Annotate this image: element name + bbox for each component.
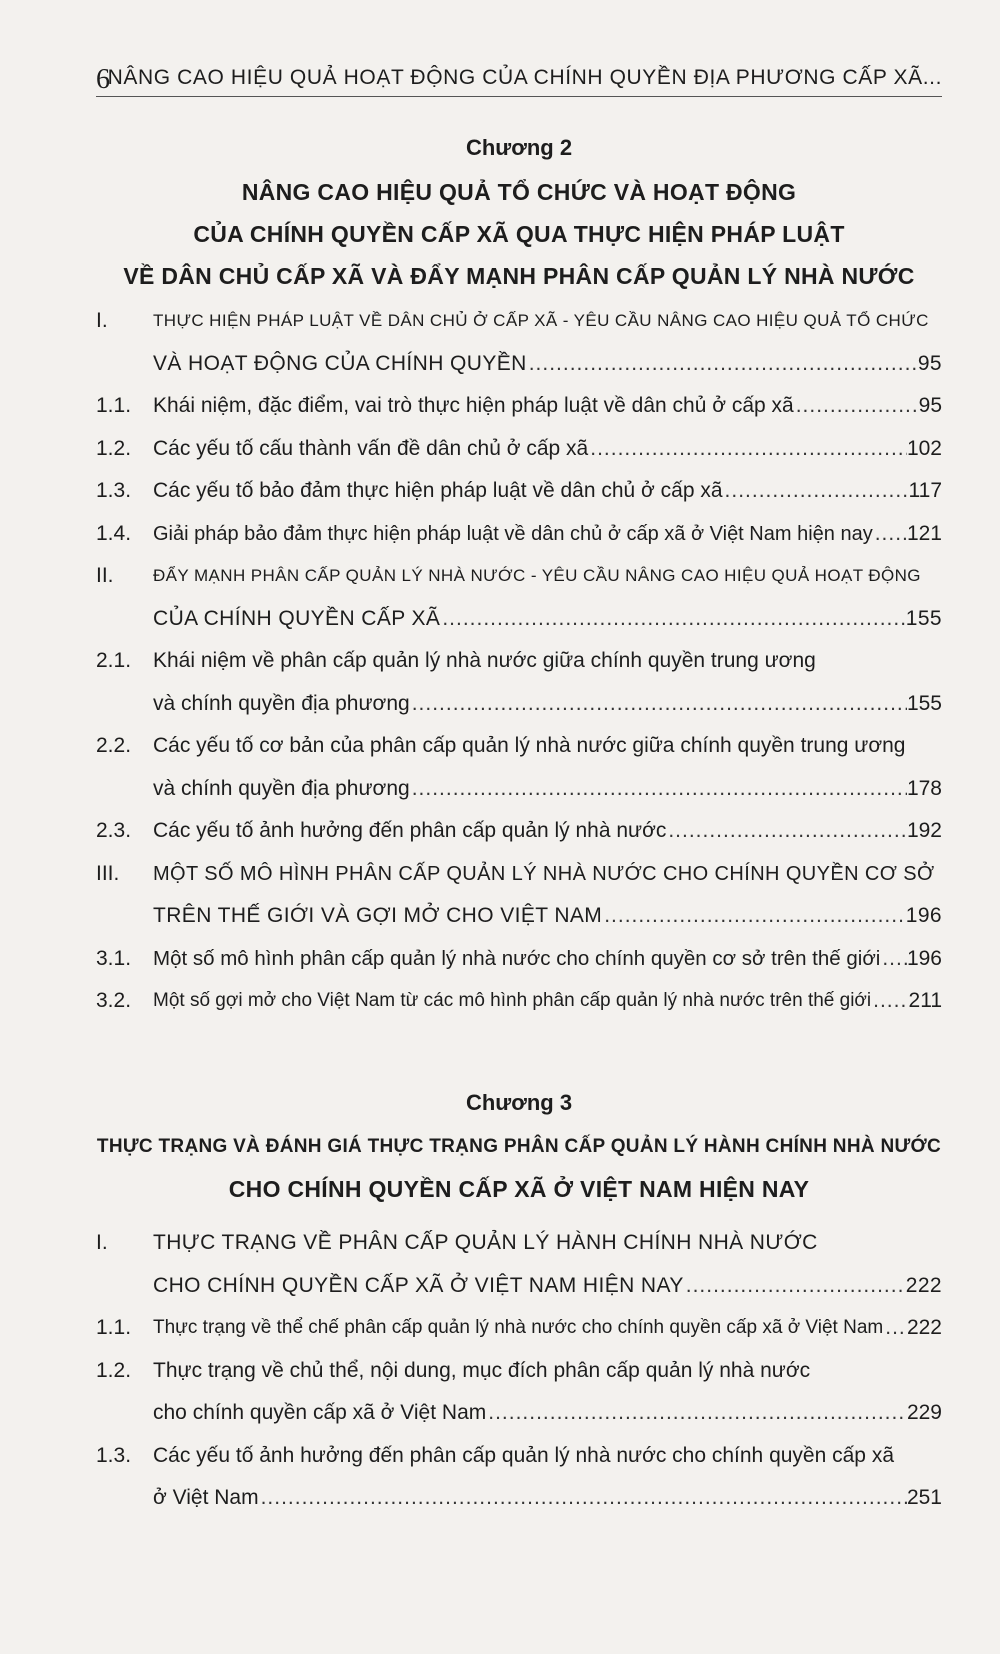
- chapter-2-heading: [96, 133, 942, 297]
- toc-entry-number: 1.3.: [96, 479, 132, 502]
- leader-dots: [259, 1477, 907, 1519]
- toc-entry-title: THỰC HIỆN PHÁP LUẬT VỀ DÂN CHỦ Ở CẤP XÃ - YÊU CẦU NÂNG CAO HIỆU QUẢ TỔ CHỨC: [153, 311, 929, 330]
- toc-entry-number: 1.2.: [96, 1358, 132, 1382]
- toc-entry-title: Giải pháp bảo đảm thực hiện pháp luật về dân chủ ở cấp xã ở Việt Nam hiện nay: [153, 522, 873, 545]
- leader-dots: [588, 428, 907, 470]
- toc-entry-title: cho chính quyền cấp xã ở Việt Nam: [153, 1401, 487, 1424]
- toc-entry-title: Các yếu tố cơ bản của phân cấp quản lý nhà nước giữa chính quyền trung ương: [153, 734, 906, 757]
- toc-entry[interactable]: [96, 300, 942, 343]
- leader-dots: [440, 598, 905, 640]
- toc-entry-continuation[interactable]: [96, 1265, 942, 1308]
- toc-entry-number: 1.3.: [96, 1443, 132, 1467]
- toc-entry[interactable]: [96, 555, 942, 598]
- toc-page-number: 211: [908, 989, 942, 1012]
- chapter-3-toc: [96, 1222, 942, 1520]
- toc-page-number: 196: [905, 904, 942, 927]
- toc-entry[interactable]: [96, 1222, 942, 1265]
- toc-entry-title: và chính quyền địa phương: [153, 691, 410, 715]
- toc-entry-number: 3.1.: [96, 946, 132, 970]
- toc-entry-title: Thực trạng về chủ thể, nội dung, mục đích phân cấp quản lý nhà nước: [153, 1358, 811, 1382]
- toc-entry[interactable]: [96, 1307, 942, 1350]
- toc-entry-title: ĐẨY MẠNH PHÂN CẤP QUẢN LÝ NHÀ NƯỚC - YÊU CẦU NÂNG CAO HIỆU QUẢ HOẠT ĐỘNG: [153, 566, 921, 585]
- toc-page-number: 155: [906, 691, 942, 715]
- leader-dots: [684, 1265, 906, 1307]
- toc-page-number: 102: [906, 436, 942, 460]
- toc-entry-number: 1.4.: [96, 521, 132, 545]
- leader-dots: [794, 385, 919, 427]
- leader-dots: [410, 768, 907, 810]
- toc-entry[interactable]: [96, 470, 942, 513]
- toc-page-number: 229: [906, 1401, 942, 1424]
- toc-page-number: 222: [906, 1316, 942, 1339]
- toc-entry[interactable]: [96, 725, 942, 768]
- toc-entry-number: III.: [96, 861, 120, 885]
- toc-entry-title: MỘT SỐ MÔ HÌNH PHÂN CẤP QUẢN LÝ NHÀ NƯỚC CHO CHÍNH QUYỀN CƠ SỞ: [153, 862, 935, 885]
- toc-entry[interactable]: [96, 1435, 942, 1478]
- toc-entry-continuation[interactable]: [96, 683, 942, 726]
- chapter-title-line: VỀ DÂN CHỦ CẤP XÃ VÀ ĐẨY MẠNH PHÂN CẤP QUẢN LÝ NHÀ NƯỚC: [123, 263, 915, 289]
- chapter-title-line: CHO CHÍNH QUYỀN CẤP XÃ Ở VIỆT NAM HIỆN NAY: [228, 1176, 810, 1202]
- toc-entry-number: I.: [96, 1231, 108, 1254]
- toc-page-number: 95: [918, 394, 942, 417]
- page-number: 6: [96, 64, 111, 95]
- leader-dots: [527, 343, 918, 385]
- toc-entry-title: ở Việt Nam: [153, 1486, 259, 1509]
- toc-page-number: 192: [906, 819, 942, 842]
- running-header: [96, 62, 942, 97]
- leader-dots: [486, 1392, 907, 1434]
- toc-page-number: 178: [906, 776, 942, 800]
- leader-dots: [871, 980, 908, 1022]
- toc-entry[interactable]: [96, 980, 942, 1023]
- chapter-title-line: CỦA CHÍNH QUYỀN CẤP XÃ QUA THỰC HIỆN PHÁP LUẬT: [193, 221, 845, 247]
- toc-entry-title: Các yếu tố cấu thành vấn đề dân chủ ở cấp xã: [153, 436, 589, 460]
- toc-entry-title: VÀ HOẠT ĐỘNG CỦA CHÍNH QUYỀN: [153, 351, 527, 375]
- toc-entry-title: TRÊN THẾ GIỚI VÀ GỢI MỞ CHO VIỆT NAM: [153, 904, 603, 927]
- toc-entry-title: Các yếu tố ảnh hưởng đến phân cấp quản lý nhà nước: [153, 819, 667, 842]
- toc-entry-number: 1.1.: [96, 1316, 132, 1339]
- toc-entry[interactable]: [96, 640, 942, 683]
- toc-entry-number: 1.2.: [96, 436, 132, 460]
- toc-entry-title: Khái niệm về phân cấp quản lý nhà nước giữa chính quyền trung ương: [153, 649, 816, 672]
- chapter-2-toc: [96, 300, 942, 1023]
- toc-entry-number: 2.1.: [96, 649, 132, 672]
- toc-entry[interactable]: [96, 938, 942, 981]
- toc-entry-continuation[interactable]: [96, 895, 942, 938]
- toc-page-number: 95: [917, 351, 942, 375]
- leader-dots: [602, 895, 906, 937]
- leader-dots: [723, 470, 909, 512]
- toc-entry-title: Một số gợi mở cho Việt Nam từ các mô hình phân cấp quản lý nhà nước trên thế giới: [153, 990, 872, 1011]
- toc-entry-title: Các yếu tố bảo đảm thực hiện pháp luật về dân chủ ở cấp xã: [153, 479, 723, 502]
- toc-entry[interactable]: [96, 810, 942, 853]
- leader-dots: [883, 1307, 907, 1349]
- toc-page-number: 196: [906, 946, 942, 970]
- toc-entry-title: CHO CHÍNH QUYỀN CẤP XÃ Ở VIỆT NAM HIỆN NAY: [153, 1273, 684, 1297]
- toc-entry-number: 2.2.: [96, 734, 132, 757]
- toc-entry-number: 3.2.: [96, 989, 132, 1012]
- toc-entry-title: Một số mô hình phân cấp quản lý nhà nước cho chính quyền cơ sở trên thế giới: [153, 946, 881, 970]
- toc-entry-continuation[interactable]: [96, 1392, 942, 1435]
- toc-entry-continuation[interactable]: [96, 598, 942, 641]
- chapter-title-line: NÂNG CAO HIỆU QUẢ TỔ CHỨC VÀ HOẠT ĐỘNG: [241, 179, 797, 205]
- toc-entry-continuation[interactable]: [96, 343, 942, 386]
- toc-entry-title: CỦA CHÍNH QUYỀN CẤP XÃ: [153, 606, 441, 630]
- leader-dots: [873, 513, 907, 555]
- toc-entry-title: và chính quyền địa phương: [153, 776, 410, 800]
- toc-entry-continuation[interactable]: [96, 768, 942, 811]
- toc-entry-continuation[interactable]: [96, 1477, 942, 1520]
- toc-entry[interactable]: [96, 428, 942, 471]
- chapter-3-heading: [96, 1088, 942, 1210]
- leader-dots: [410, 683, 907, 725]
- chapter-label: Chương 2: [465, 135, 573, 160]
- toc-entry[interactable]: [96, 1350, 942, 1393]
- toc-page-number: 155: [905, 606, 942, 630]
- toc-page-number: 121: [906, 521, 942, 545]
- toc-page-number: 117: [908, 479, 942, 502]
- chapter-title-line: THỰC TRẠNG VÀ ĐÁNH GIÁ THỰC TRẠNG PHÂN CẤP QUẢN LÝ HÀNH CHÍNH NHÀ NƯỚC: [96, 1136, 942, 1157]
- toc-entry-number: II.: [96, 564, 114, 587]
- running-title: NÂNG CAO HIỆU QUẢ HOẠT ĐỘNG CỦA CHÍNH QUYỀN ĐỊA PHƯƠNG CẤP XÃ...: [107, 66, 942, 89]
- toc-entry-title: THỰC TRẠNG VỀ PHÂN CẤP QUẢN LÝ HÀNH CHÍNH NHÀ NƯỚC: [153, 1231, 818, 1254]
- toc-page-number: 222: [905, 1273, 942, 1297]
- toc-entry-title: Các yếu tố ảnh hưởng đến phân cấp quản lý nhà nước cho chính quyền cấp xã: [153, 1443, 894, 1467]
- leader-dots: [880, 938, 907, 980]
- toc-entry-title: Thực trạng về thể chế phân cấp quản lý nhà nước cho chính quyền cấp xã ở Việt Nam: [153, 1317, 884, 1338]
- toc-entry[interactable]: [96, 853, 942, 896]
- toc-page-number: 251: [906, 1486, 942, 1509]
- leader-dots: [666, 810, 907, 852]
- toc-entry-number: 2.3.: [96, 819, 132, 842]
- toc-entry-number: 1.1.: [96, 394, 132, 417]
- chapter-label: Chương 3: [465, 1090, 573, 1115]
- toc-entry-number: I.: [96, 309, 108, 332]
- toc-entry[interactable]: [96, 385, 942, 428]
- toc-entry[interactable]: [96, 513, 942, 556]
- toc-entry-title: Khái niệm, đặc điểm, vai trò thực hiện pháp luật về dân chủ ở cấp xã: [153, 394, 794, 417]
